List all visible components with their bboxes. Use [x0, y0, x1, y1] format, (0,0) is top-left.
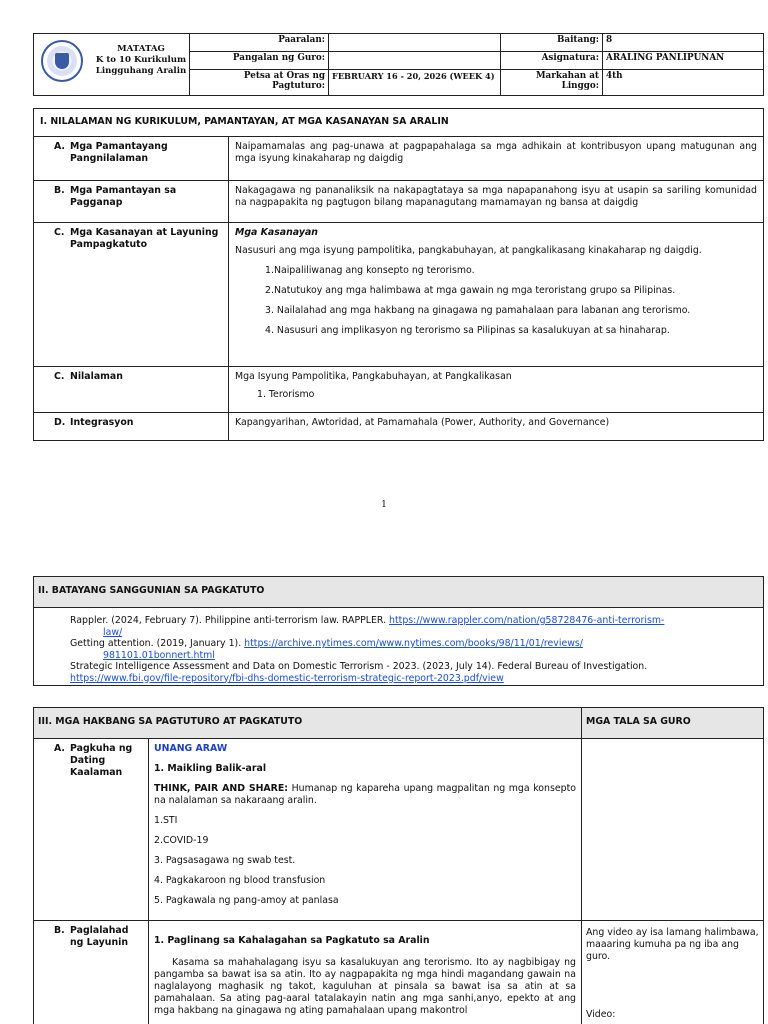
- section-1-title: I. NILALAMAN NG KURIKULUM, PAMANTAYAN, AT MGA KASANAYAN SA ARALIN: [34, 109, 764, 137]
- paaralan-value: [329, 34, 501, 52]
- logo-line-1: MATATAG: [117, 44, 165, 54]
- row-label-wrap: [54, 925, 142, 949]
- logo-cell: [34, 34, 190, 96]
- activity-bold: THINK, PAIR AND SHARE:: [154, 783, 289, 794]
- paglinang-paragraph: Kasama sa mahahalagang isyu sa kasalukuyan ang terorismo. Ito ay nagbibigay ng pangamba sa bawat isa sa atin. Ito ay nagpapakita ng mga hindi magandang gawain na naglalayong maghasik ng takot, kaguluhan at pinsala sa bawat isa sa atin at sa pamahalaan. Sa ating pag-aaral tatalakayin natin ang mga sanhi,anyo, epekto at ang mga hakbang na ginagawa ng ating pamahalaan upang makontrol: [154, 957, 576, 1016]
- section-3-table: [33, 707, 764, 1024]
- logo-line-2: K to 10 Kurikulum: [95, 55, 187, 65]
- reference-item: [70, 615, 727, 627]
- kasanayan-text: Nasusuri ang mga isyung pampolitika, pangkabuhayan, at pangkalikasang kinakaharap ng daigdig.: [235, 245, 702, 256]
- nilalaman-sub: 1. Terorismo: [257, 389, 315, 400]
- reference-list: [34, 608, 763, 688]
- activity-text: [154, 783, 576, 807]
- row-label: [34, 181, 229, 223]
- list-item: 5. Pagkawala ng pang-amoy at panlasa: [154, 895, 339, 906]
- table-row: [34, 739, 764, 921]
- paglinang-heading: 1. Paglinang sa Kahalagahan sa Pagkatuto sa Aralin: [154, 935, 430, 946]
- row-content: Nakagagawa ng pananaliksik na nakapagtataya sa mga napapanahong isyu at usapin sa sariling komunidad na nagpapakita ng pagtugon bilang mapanagutang mamamayan ng bansa at daigdig: [229, 181, 764, 223]
- row-label: [34, 739, 149, 921]
- petsa-label: Petsa at Oras ng Pagtuturo:: [190, 70, 329, 96]
- reference-item-cont: [70, 650, 727, 662]
- reference-text: Rappler. (2024, February 7). Philippine anti-terrorism law. RAPPLER.: [70, 615, 390, 626]
- notes-cell: [582, 739, 764, 921]
- row-label-text: Paglalahad ng Layunin: [70, 925, 129, 948]
- reference-link[interactable]: law/: [103, 626, 123, 638]
- row-content: [149, 921, 582, 1024]
- section-3-title: III. MGA HAKBANG SA PAGTUTURO AT PAGKATUTO: [34, 708, 582, 739]
- notes-title: MGA TALA SA GURO: [582, 708, 764, 739]
- reference-link[interactable]: https://www.rappler.com/nation/g58728476-anti-terrorism-: [389, 615, 665, 626]
- list-item: 2.COVID-19: [154, 835, 209, 846]
- row-label-text: Mga Pamantayang Pangnilalaman: [70, 141, 168, 164]
- page-number: 1: [381, 500, 387, 510]
- row-label-text: Pagkuha ng Dating Kaalaman: [70, 743, 133, 778]
- reference-item: [70, 638, 727, 650]
- row-label-text: Integrasyon: [70, 417, 134, 428]
- balik-aral-heading: 1. Maikling Balik-aral: [154, 763, 267, 774]
- row-label: [34, 137, 229, 181]
- row-label: [34, 921, 149, 1024]
- row-label-wrap: [54, 743, 142, 779]
- baitang-value: 8: [603, 34, 764, 52]
- table-row: [34, 413, 764, 441]
- row-label-text: Mga Pamantayan sa Pagganap: [70, 185, 177, 208]
- row-letter: B.: [54, 185, 65, 196]
- logo-text: [92, 44, 190, 77]
- row-content: Naipamamalas ang pag-unawa at pagpapahalaga sa mga adhikain at kontribusyon upang matugunan ang mga isyung kinakaharap ng daigdig: [229, 137, 764, 181]
- objective-item: 4. Nasusuri ang implikasyon ng terorismo sa Pilipinas sa kasalukuyan at sa hinaharap.: [265, 325, 670, 336]
- row-content: [229, 223, 764, 367]
- markahan-value: 4th: [603, 70, 764, 96]
- row-label: [34, 223, 229, 367]
- list-item: 1.STI: [154, 815, 178, 826]
- guro-value: [329, 52, 501, 70]
- table-row: [34, 181, 764, 223]
- deped-seal-icon: [41, 40, 83, 82]
- objective-item: 2.Natutukoy ang mga halimbawa at mga gawain ng mga teroristang grupo sa Pilipinas.: [265, 285, 676, 296]
- objective-item: 3. Nailalahad ang mga hakbang na ginagawa ng pamahalaan para labanan ang terorismo.: [265, 305, 691, 316]
- section-2-title: II. BATAYANG SANGGUNIAN SA PAGKATUTO: [34, 577, 763, 608]
- reference-item-cont: [70, 627, 727, 639]
- logo-line-3: Lingguhang Aralin: [95, 66, 187, 76]
- row-letter: D.: [54, 417, 66, 428]
- row-label: [34, 367, 229, 413]
- video-note: Video:: [586, 1009, 616, 1020]
- reference-link[interactable]: https://archive.nytimes.com/www.nytimes.com/books/98/11/01/reviews/: [244, 638, 583, 649]
- kasanayan-subhead: Mga Kasanayan: [235, 227, 318, 238]
- section-2-box: [33, 576, 764, 686]
- table-row: [34, 137, 764, 181]
- objective-item: 1.Naipaliliwanag ang konsepto ng terorismo.: [265, 265, 475, 276]
- row-label-text: Mga Kasanayan at Layuning Pampagkatuto: [70, 227, 219, 250]
- reference-text: Getting attention. (2019, January 1).: [70, 638, 245, 649]
- markahan-label: Markahan at Linggo:: [501, 70, 603, 96]
- table-row: [34, 921, 764, 1024]
- list-item: 4. Pagkakaroon ng blood transfusion: [154, 875, 326, 886]
- list-item: 3. Pagsasagawa ng swab test.: [154, 855, 296, 866]
- row-content: Kapangyarihan, Awtoridad, at Pamamahala (Power, Authority, and Governance): [229, 413, 764, 441]
- guro-label: Pangalan ng Guro:: [190, 52, 329, 70]
- row-content: [149, 739, 582, 921]
- paaralan-label: Paaralan:: [190, 34, 329, 52]
- nilalaman-text: Mga Isyung Pampolitika, Pangkabuhayan, at Pangkalikasan: [235, 371, 512, 382]
- petsa-value: FEBRUARY 16 - 20, 2026 (WEEK 4): [329, 70, 501, 96]
- reference-item-cont: [70, 673, 727, 685]
- row-letter: A.: [54, 141, 65, 152]
- row-label-text: Nilalaman: [70, 371, 123, 382]
- day-heading: UNANG ARAW: [154, 743, 228, 754]
- reference-link[interactable]: https://www.fbi.gov/file-repository/fbi-dhs-domestic-terrorism-strategic-report-2023.pdf/view: [70, 672, 504, 684]
- row-letter: C.: [54, 227, 65, 238]
- row-label: [34, 413, 229, 441]
- row-content: [229, 367, 764, 413]
- table-row: [34, 367, 764, 413]
- teacher-note: Ang video ay isa lamang halimbawa, maaaring kumuha pa ng iba ang guro.: [586, 927, 759, 962]
- baitang-label: Baitang:: [501, 34, 603, 52]
- row-letter: C.: [54, 371, 65, 382]
- asignatura-value: ARALING PANLIPUNAN: [603, 52, 764, 70]
- activity-desc: Humanap ng kapareha upang magpalitan ng mga konsepto na nalalaman sa nakaraang aralin.: [154, 783, 576, 806]
- table-row: [34, 223, 764, 367]
- asignatura-label: Asignatura:: [501, 52, 603, 70]
- reference-link[interactable]: 981101.01bonnert.html: [103, 649, 215, 661]
- header-table: [33, 33, 764, 96]
- row-letter: A.: [54, 743, 65, 754]
- row-letter: B.: [54, 925, 65, 936]
- reference-item: Strategic Intelligence Assessment and Data on Domestic Terrorism - 2023. (2023, July 14). Federal Bureau of Investigation.: [70, 661, 648, 672]
- section-1-table: [33, 108, 764, 441]
- notes-cell: [582, 921, 764, 1024]
